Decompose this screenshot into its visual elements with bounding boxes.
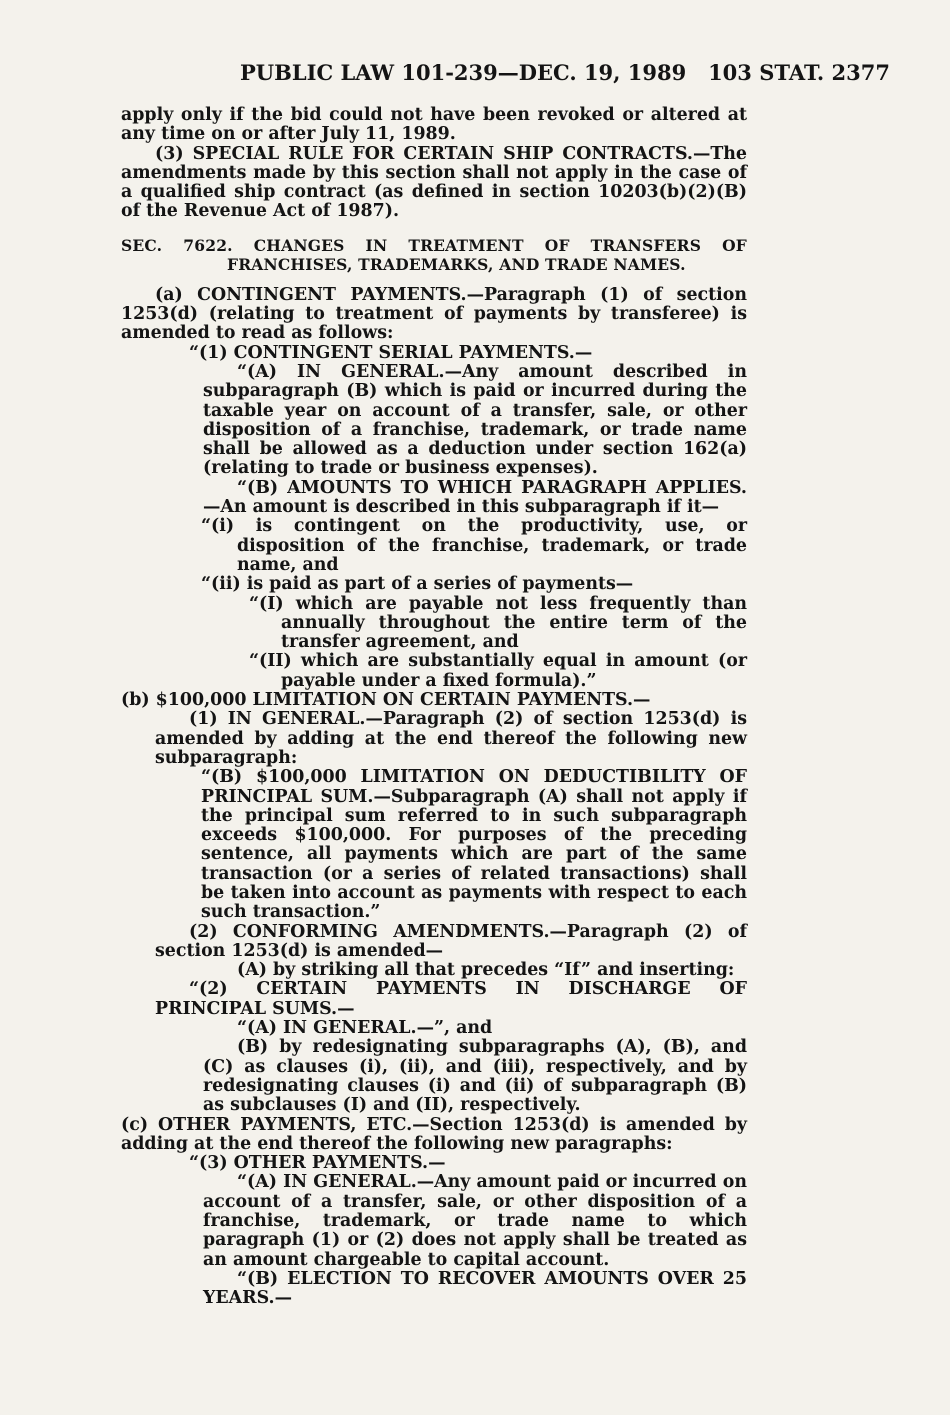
paragraph: “(A) IN GENERAL.—Any amount paid or incurred on account of a transfer, sale, or other disposition of a franchise, trademark, or trade name to which paragraph (1) or (2) does not apply shall be treated as an amount chargeable to capital account.: [203, 1172, 747, 1270]
paragraph: (A) by striking all that precedes “If” and inserting:: [237, 960, 735, 981]
paragraph: (B) by redesignating subparagraphs (A), (B), and (C) as clauses (i), (ii), and (iii), respectively, and by redesignating clauses (i) and (ii) of subparagraph (B) as subclauses (I) and (II), respectively.: [203, 1037, 747, 1116]
paragraph: “(B) ELECTION TO RECOVER AMOUNTS OVER 25 YEARS.—: [203, 1268, 747, 1309]
paragraph: (3) SPECIAL RULE FOR CERTAIN SHIP CONTRACTS.—The amendments made by this section shall not apply in the case of a qualified ship contract (as defined in section 10203(b)(2)(B) of the Revenue Act of 1987).: [121, 143, 747, 222]
paragraph: (c) OTHER PAYMENTS, ETC.—Section 1253(d) is amended by adding at the end thereof the following new paragraphs:: [121, 1114, 747, 1154]
paragraph: apply only if the bid could not have been revoked or altered at any time on or after July 11, 1989.: [121, 105, 747, 145]
paragraph: (2) CONFORMING AMENDMENTS.—Paragraph (2) of section 1253(d) is amended—: [155, 921, 747, 961]
paragraph: (b) $100,000 LIMITATION ON CERTAIN PAYMENTS.—: [121, 690, 651, 711]
paragraph: “(2) CERTAIN PAYMENTS IN DISCHARGE OF PRINCIPAL SUMS.—: [155, 979, 747, 1019]
paragraph: (1) IN GENERAL.—Paragraph (2) of section 1253(d) is amended by adding at the end thereof the following new subparagraph:: [155, 709, 747, 768]
paragraph: “(i) is contingent on the productivity, use, or disposition of the franchise, trademark, or trade name, and: [201, 516, 747, 575]
header-citation: PUBLIC LAW 101-239—DEC. 19, 1989: [240, 60, 687, 85]
document-body: [121, 106, 747, 1309]
running-header: [240, 60, 890, 90]
header-page-number: 103 STAT. 2377: [708, 60, 890, 85]
paragraph: “(A) IN GENERAL.—Any amount described in subparagraph (B) which is paid or incurred during the taxable year on account of a transfer, sale, or other disposition of a franchise, trademark, or trade name shall be allowed as a deduction under section 162(a) (relating to trade or business expenses).: [203, 361, 747, 479]
paragraph: (a) CONTINGENT PAYMENTS.—Paragraph (1) of section 1253(d) (relating to treatment of payments by transferee) is amended to read as follows:: [121, 284, 747, 344]
paragraph: “(ii) is paid as part of a series of payments—: [201, 574, 634, 595]
paragraph: “(I) which are payable not less frequently than annually throughout the entire term of the transfer agreement, and: [249, 593, 747, 653]
paragraph: “(3) OTHER PAYMENTS.—: [189, 1153, 446, 1174]
paragraph: “(II) which are substantially equal in amount (or payable under a fixed formula).”: [249, 651, 747, 691]
paragraph: “(B) AMOUNTS TO WHICH PARAGRAPH APPLIES.—An amount is described in this subparagraph if it—: [203, 477, 747, 518]
paragraph: “(1) CONTINGENT SERIAL PAYMENTS.—: [189, 342, 593, 363]
paragraph: “(A) IN GENERAL.—”, and: [237, 1018, 493, 1039]
section-heading: SEC. 7622. CHANGES IN TREATMENT OF TRANSFERS OF FRANCHISES, TRADEMARKS, AND TRADE NAMES.: [121, 235, 747, 274]
paragraph: “(B) $100,000 LIMITATION ON DEDUCTIBILITY OF PRINCIPAL SUM.—Subparagraph (A) shall not apply if the principal sum referred to in such subparagraph exceeds $100,000. For purposes of the preceding sentence, all payments which are part of the same transaction (or a series of related transactions) shall be taken into account as payments with respect to each such transaction.”: [201, 767, 747, 923]
